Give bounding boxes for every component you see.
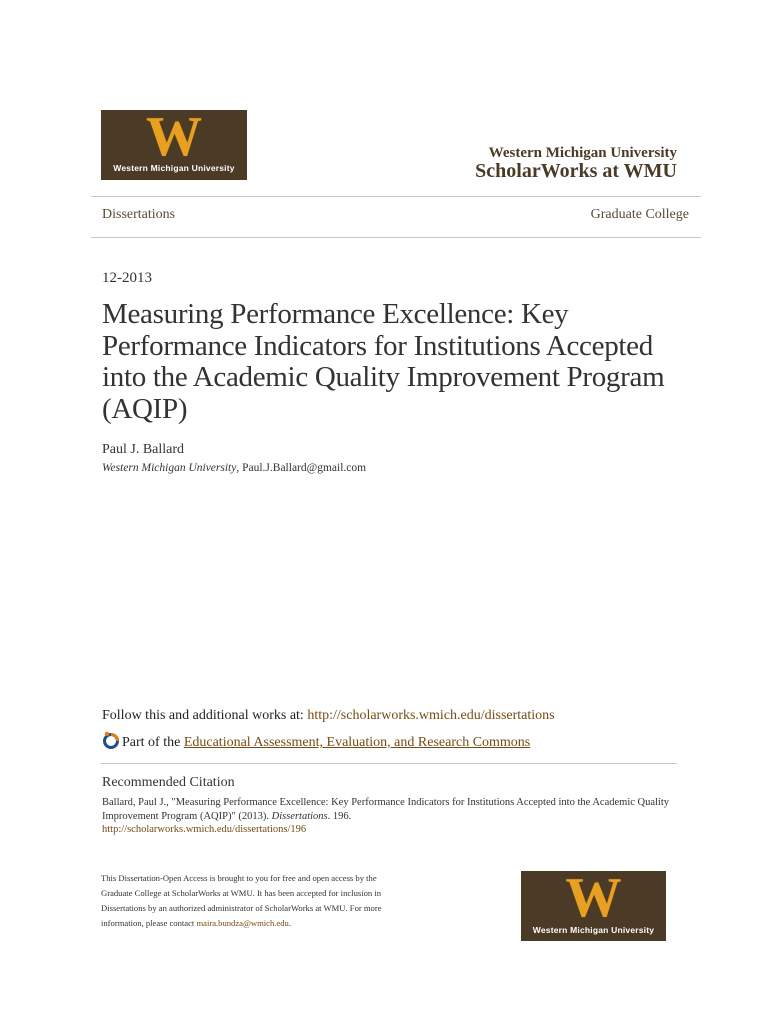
commons-link[interactable]: Educational Assessment, Evaluation, and Research Commons: [183, 735, 531, 750]
citation-text: [102, 796, 682, 837]
university-name: Western Michigan University: [488, 145, 677, 161]
wmu-w-mark: W: [565, 867, 622, 929]
affiliation: Western Michigan University: [102, 462, 237, 474]
wmu-w-mark: W: [146, 106, 202, 168]
department-link[interactable]: Graduate College: [590, 207, 689, 222]
author-name: Paul J. Ballard: [102, 442, 185, 457]
citation-series: Dissertations: [271, 810, 328, 822]
contact-email-link[interactable]: maira.bundza@wmich.edu: [196, 918, 289, 928]
publication-date: 12-2013: [102, 270, 152, 286]
affiliation-separator: ,: [236, 462, 243, 474]
citation-heading: Recommended Citation: [102, 775, 235, 790]
wmu-logo-footer[interactable]: [521, 867, 666, 941]
access-notice: [101, 871, 401, 931]
paper-title: Measuring Performance Excellence: Key Performance Indicators for Institutions Accepted into the Academic Quality Improvement Program (AQIP): [102, 298, 665, 425]
citation-suffix: . 196.: [327, 810, 352, 822]
citation-url-link[interactable]: http://scholarworks.wmich.edu/dissertations/196: [102, 824, 307, 835]
wmu-logo[interactable]: [101, 106, 247, 180]
notice-end: .: [288, 918, 291, 928]
part-of-label: Part of the: [122, 735, 184, 750]
part-of-line: [102, 731, 530, 751]
citation-main: Ballard, Paul J., "Measuring Performance Excellence: Key Performance Indicators for Institutions Accepted into the Academic Quality Improvement Program (AQIP)" (2013).: [102, 797, 670, 822]
divider: [91, 237, 701, 238]
wmu-logo-caption: Western Michigan University: [113, 163, 235, 173]
author-affiliation: [102, 462, 366, 474]
divider: [101, 763, 677, 764]
follow-line: [102, 708, 555, 724]
notice-text: This Dissertation-Open Access is brought to you for free and open access by the Graduate College at ScholarWorks at WMU. It has been accepted for inclusion in Dissertations by an authorized administrator of ScholarWorks at WMU. For more information, please contact: [101, 873, 382, 928]
digital-commons-icon: [102, 731, 120, 749]
collection-link[interactable]: Dissertations: [102, 207, 176, 222]
follow-url-link[interactable]: http://scholarworks.wmich.edu/dissertations: [307, 708, 555, 723]
follow-label: Follow this and additional works at:: [102, 708, 308, 723]
author-email: Paul.J.Ballard@gmail.com: [242, 462, 367, 474]
wmu-logo-caption: Western Michigan University: [532, 925, 655, 935]
site-name[interactable]: ScholarWorks at WMU: [475, 160, 677, 182]
divider: [91, 196, 701, 197]
